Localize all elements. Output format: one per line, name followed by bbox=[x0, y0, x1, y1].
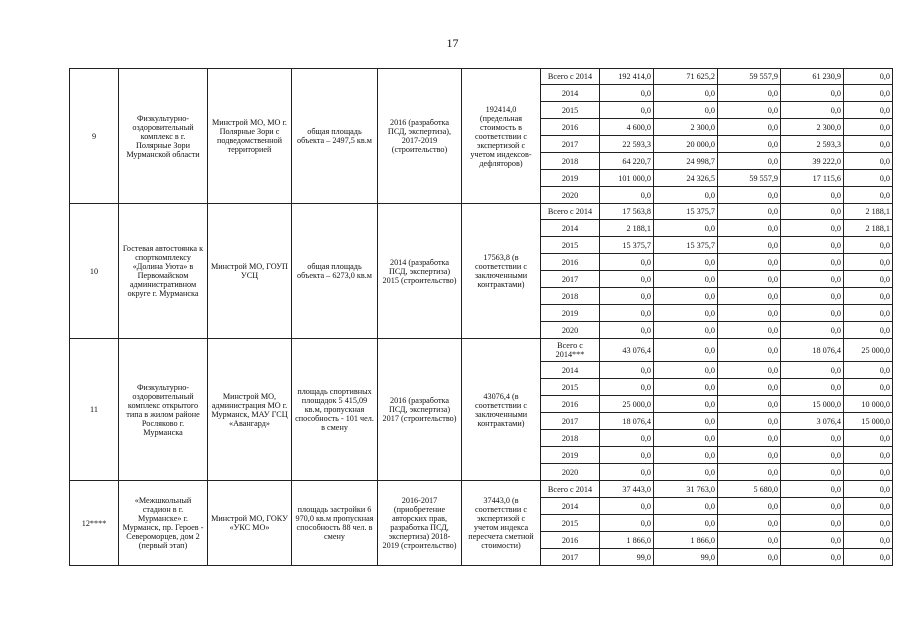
amount-cell: 0,0 bbox=[781, 498, 844, 515]
amount-cell: 0,0 bbox=[844, 288, 893, 305]
amount-cell: 24 998,7 bbox=[654, 153, 718, 170]
year-cell: 2015 bbox=[541, 237, 600, 254]
project-number: 12**** bbox=[70, 481, 119, 566]
amount-cell: 0,0 bbox=[718, 396, 781, 413]
amount-cell: 61 230,9 bbox=[781, 69, 844, 85]
amount-cell: 0,0 bbox=[844, 481, 893, 498]
amount-cell: 0,0 bbox=[654, 430, 718, 447]
amount-cell: 0,0 bbox=[718, 102, 781, 119]
amount-cell: 0,0 bbox=[718, 379, 781, 396]
amount-cell: 0,0 bbox=[718, 413, 781, 430]
year-cell: 2020 bbox=[541, 322, 600, 339]
amount-cell: 0,0 bbox=[718, 447, 781, 464]
amount-cell: 99,0 bbox=[600, 549, 654, 566]
year-cell: 2015 bbox=[541, 379, 600, 396]
project-name: Гостевая автостоянка к спорткомплексу «Долина Уюта» в Первомайском административном округе г. Мурманска bbox=[119, 204, 208, 339]
amount-cell: 0,0 bbox=[781, 85, 844, 102]
year-cell: 2018 bbox=[541, 288, 600, 305]
amount-cell: 39 222,0 bbox=[781, 153, 844, 170]
amount-cell: 0,0 bbox=[781, 187, 844, 204]
amount-cell: 10 000,0 bbox=[844, 396, 893, 413]
amount-cell: 0,0 bbox=[844, 464, 893, 481]
amount-cell: 0,0 bbox=[654, 379, 718, 396]
year-cell: 2017 bbox=[541, 413, 600, 430]
amount-cell: 0,0 bbox=[654, 187, 718, 204]
amount-cell: 0,0 bbox=[654, 305, 718, 322]
amount-cell: 37 443,0 bbox=[600, 481, 654, 498]
amount-cell: 0,0 bbox=[718, 515, 781, 532]
project-period: 2014 (разработка ПСД, экспертиза) 2015 (строительство) bbox=[378, 204, 462, 339]
amount-cell: 2 188,1 bbox=[844, 204, 893, 220]
amount-cell: 0,0 bbox=[600, 187, 654, 204]
amount-cell: 0,0 bbox=[654, 447, 718, 464]
amount-cell: 0,0 bbox=[718, 322, 781, 339]
amount-cell: 0,0 bbox=[600, 515, 654, 532]
amount-cell: 0,0 bbox=[718, 362, 781, 379]
project-cost: 43076,4 (в соответствии с заключенными контрактами) bbox=[462, 339, 541, 481]
year-cell: 2017 bbox=[541, 271, 600, 288]
amount-cell: 43 076,4 bbox=[600, 339, 654, 362]
investment-table bbox=[69, 68, 893, 566]
amount-cell: 0,0 bbox=[600, 254, 654, 271]
amount-cell: 0,0 bbox=[781, 254, 844, 271]
amount-cell: 0,0 bbox=[600, 362, 654, 379]
project-name: Физкультурно-оздоровительный комплекс открытого типа в жилом районе Росляково г. Мурманска bbox=[119, 339, 208, 481]
year-cell: Всего с 2014*** bbox=[541, 339, 600, 362]
amount-cell: 0,0 bbox=[654, 85, 718, 102]
year-cell: Всего с 2014 bbox=[541, 69, 600, 85]
amount-cell: 0,0 bbox=[718, 136, 781, 153]
amount-cell: 20 000,0 bbox=[654, 136, 718, 153]
amount-cell: 0,0 bbox=[654, 322, 718, 339]
amount-cell: 0,0 bbox=[654, 515, 718, 532]
amount-cell: 0,0 bbox=[781, 271, 844, 288]
project-cost: 37443,0 (в соответствии с экспертизой с учетом индекса пересчета сметной стоимости) bbox=[462, 481, 541, 566]
amount-cell: 2 300,0 bbox=[781, 119, 844, 136]
amount-cell: 0,0 bbox=[844, 447, 893, 464]
amount-cell: 0,0 bbox=[718, 119, 781, 136]
amount-cell: 0,0 bbox=[844, 170, 893, 187]
amount-cell: 0,0 bbox=[781, 237, 844, 254]
amount-cell: 0,0 bbox=[718, 288, 781, 305]
amount-cell: 0,0 bbox=[600, 288, 654, 305]
amount-cell: 0,0 bbox=[600, 430, 654, 447]
year-cell: Всего с 2014 bbox=[541, 204, 600, 220]
amount-cell: 0,0 bbox=[781, 481, 844, 498]
amount-cell: 0,0 bbox=[781, 447, 844, 464]
amount-cell: 0,0 bbox=[600, 379, 654, 396]
amount-cell: 0,0 bbox=[844, 69, 893, 85]
year-cell: 2016 bbox=[541, 254, 600, 271]
amount-cell: 3 076,4 bbox=[781, 413, 844, 430]
amount-cell: 1 866,0 bbox=[654, 532, 718, 549]
year-cell: 2019 bbox=[541, 305, 600, 322]
project-period: 2016 (разработка ПСД, экспертиза), 2017-2019 (строительство) bbox=[378, 69, 462, 204]
amount-cell: 0,0 bbox=[654, 102, 718, 119]
table-row bbox=[70, 339, 893, 362]
amount-cell: 0,0 bbox=[654, 220, 718, 237]
amount-cell: 0,0 bbox=[600, 447, 654, 464]
amount-cell: 0,0 bbox=[718, 85, 781, 102]
project-cost: 17563,8 (в соответствии с заключенными контрактами) bbox=[462, 204, 541, 339]
amount-cell: 0,0 bbox=[844, 153, 893, 170]
amount-cell: 0,0 bbox=[718, 204, 781, 220]
amount-cell: 18 076,4 bbox=[781, 339, 844, 362]
amount-cell: 0,0 bbox=[844, 102, 893, 119]
project-customer: Минстрой МО, ГОУП УСЦ bbox=[208, 204, 292, 339]
project-customer: Минстрой МО, ГОКУ «УКС МО» bbox=[208, 481, 292, 566]
amount-cell: 0,0 bbox=[781, 430, 844, 447]
amount-cell: 0,0 bbox=[718, 430, 781, 447]
amount-cell: 0,0 bbox=[718, 464, 781, 481]
amount-cell: 0,0 bbox=[781, 220, 844, 237]
project-cost: 192414,0 (предельная стоимость в соответствии с экспертизой с учетом индексов-дефляторов) bbox=[462, 69, 541, 204]
year-cell: 2014 bbox=[541, 85, 600, 102]
amount-cell: 0,0 bbox=[718, 549, 781, 566]
amount-cell: 18 076,4 bbox=[600, 413, 654, 430]
amount-cell: 0,0 bbox=[844, 254, 893, 271]
table-row bbox=[70, 204, 893, 220]
page-number: 17 bbox=[446, 36, 459, 50]
year-cell: 2017 bbox=[541, 549, 600, 566]
project-capacity: общая площадь объекта – 6273,0 кв.м bbox=[292, 204, 378, 339]
project-capacity: площадь застройки 6 970,0 кв.м пропускная способность 88 чел. в смену bbox=[292, 481, 378, 566]
year-cell: 2014 bbox=[541, 362, 600, 379]
project-number: 11 bbox=[70, 339, 119, 481]
amount-cell: 31 763,0 bbox=[654, 481, 718, 498]
amount-cell: 2 300,0 bbox=[654, 119, 718, 136]
amount-cell: 0,0 bbox=[600, 464, 654, 481]
amount-cell: 0,0 bbox=[718, 305, 781, 322]
year-cell: 2015 bbox=[541, 515, 600, 532]
amount-cell: 0,0 bbox=[844, 237, 893, 254]
amount-cell: 0,0 bbox=[654, 271, 718, 288]
amount-cell: 15 375,7 bbox=[654, 204, 718, 220]
year-cell: 2019 bbox=[541, 447, 600, 464]
amount-cell: 0,0 bbox=[844, 549, 893, 566]
amount-cell: 0,0 bbox=[654, 254, 718, 271]
amount-cell: 2 593,3 bbox=[781, 136, 844, 153]
amount-cell: 2 188,1 bbox=[844, 220, 893, 237]
year-cell: 2014 bbox=[541, 498, 600, 515]
amount-cell: 0,0 bbox=[844, 379, 893, 396]
amount-cell: 192 414,0 bbox=[600, 69, 654, 85]
year-cell: 2019 bbox=[541, 170, 600, 187]
year-cell: Всего с 2014 bbox=[541, 481, 600, 498]
amount-cell: 0,0 bbox=[600, 305, 654, 322]
amount-cell: 24 326,5 bbox=[654, 170, 718, 187]
year-cell: 2017 bbox=[541, 136, 600, 153]
amount-cell: 0,0 bbox=[781, 322, 844, 339]
amount-cell: 0,0 bbox=[654, 288, 718, 305]
project-customer: Минстрой МО, администрация МО г. Мурманск, МАУ ГСЦ «Авангард» bbox=[208, 339, 292, 481]
amount-cell: 0,0 bbox=[718, 237, 781, 254]
amount-cell: 4 600,0 bbox=[600, 119, 654, 136]
amount-cell: 0,0 bbox=[718, 187, 781, 204]
amount-cell: 25 000,0 bbox=[844, 339, 893, 362]
amount-cell: 22 593,3 bbox=[600, 136, 654, 153]
amount-cell: 0,0 bbox=[718, 254, 781, 271]
amount-cell: 0,0 bbox=[844, 85, 893, 102]
project-capacity: общая площадь объекта – 2497,5 кв.м bbox=[292, 69, 378, 204]
amount-cell: 0,0 bbox=[781, 515, 844, 532]
amount-cell: 0,0 bbox=[654, 339, 718, 362]
amount-cell: 0,0 bbox=[600, 271, 654, 288]
year-cell: 2016 bbox=[541, 396, 600, 413]
amount-cell: 0,0 bbox=[844, 515, 893, 532]
amount-cell: 0,0 bbox=[654, 362, 718, 379]
amount-cell: 0,0 bbox=[844, 430, 893, 447]
amount-cell: 0,0 bbox=[844, 187, 893, 204]
amount-cell: 0,0 bbox=[654, 498, 718, 515]
year-cell: 2016 bbox=[541, 532, 600, 549]
year-cell: 2020 bbox=[541, 464, 600, 481]
table-row bbox=[70, 481, 893, 498]
amount-cell: 59 557,9 bbox=[718, 170, 781, 187]
amount-cell: 99,0 bbox=[654, 549, 718, 566]
project-name: «Межшкольный стадион в г. Мурманске» г. Мурманск, пр. Героев - Североморцев, дом 2 (первый этап) bbox=[119, 481, 208, 566]
amount-cell: 0,0 bbox=[844, 532, 893, 549]
project-capacity: площадь спортивных площадок 5 415,09 кв.м, пропускная способность - 101 чел. в смену bbox=[292, 339, 378, 481]
project-name: Физкультурно-оздоровительный комплекс в г. Полярные Зори Мурманской области bbox=[119, 69, 208, 204]
amount-cell: 0,0 bbox=[600, 102, 654, 119]
amount-cell: 2 188,1 bbox=[600, 220, 654, 237]
amount-cell: 0,0 bbox=[600, 85, 654, 102]
amount-cell: 0,0 bbox=[654, 413, 718, 430]
amount-cell: 0,0 bbox=[718, 220, 781, 237]
amount-cell: 17 115,6 bbox=[781, 170, 844, 187]
amount-cell: 0,0 bbox=[718, 153, 781, 170]
year-cell: 2016 bbox=[541, 119, 600, 136]
amount-cell: 0,0 bbox=[844, 498, 893, 515]
amount-cell: 15 375,7 bbox=[600, 237, 654, 254]
amount-cell: 15 375,7 bbox=[654, 237, 718, 254]
amount-cell: 25 000,0 bbox=[600, 396, 654, 413]
amount-cell: 59 557,9 bbox=[718, 69, 781, 85]
amount-cell: 0,0 bbox=[781, 464, 844, 481]
table-row bbox=[70, 69, 893, 85]
year-cell: 2018 bbox=[541, 153, 600, 170]
amount-cell: 0,0 bbox=[654, 396, 718, 413]
amount-cell: 0,0 bbox=[781, 102, 844, 119]
project-number: 10 bbox=[70, 204, 119, 339]
project-customer: Минстрой МО, МО г. Полярные Зори с подведомственной территорией bbox=[208, 69, 292, 204]
amount-cell: 17 563,8 bbox=[600, 204, 654, 220]
amount-cell: 0,0 bbox=[844, 136, 893, 153]
amount-cell: 0,0 bbox=[718, 271, 781, 288]
amount-cell: 1 866,0 bbox=[600, 532, 654, 549]
amount-cell: 0,0 bbox=[844, 305, 893, 322]
year-cell: 2014 bbox=[541, 220, 600, 237]
year-cell: 2015 bbox=[541, 102, 600, 119]
amount-cell: 0,0 bbox=[844, 271, 893, 288]
amount-cell: 15 000,0 bbox=[781, 396, 844, 413]
year-cell: 2018 bbox=[541, 430, 600, 447]
amount-cell: 0,0 bbox=[600, 498, 654, 515]
amount-cell: 0,0 bbox=[718, 532, 781, 549]
amount-cell: 0,0 bbox=[781, 379, 844, 396]
amount-cell: 0,0 bbox=[781, 362, 844, 379]
project-period: 2016-2017 (приобретение авторских прав, разработка ПСД, экспертиза) 2018-2019 (строительство) bbox=[378, 481, 462, 566]
amount-cell: 0,0 bbox=[844, 119, 893, 136]
amount-cell: 101 000,0 bbox=[600, 170, 654, 187]
amount-cell: 0,0 bbox=[781, 532, 844, 549]
amount-cell: 0,0 bbox=[781, 305, 844, 322]
amount-cell: 0,0 bbox=[781, 549, 844, 566]
project-period: 2016 (разработка ПСД, экспертиза) 2017 (строительство) bbox=[378, 339, 462, 481]
amount-cell: 0,0 bbox=[600, 322, 654, 339]
project-number: 9 bbox=[70, 69, 119, 204]
year-cell: 2020 bbox=[541, 187, 600, 204]
amount-cell: 0,0 bbox=[718, 498, 781, 515]
amount-cell: 0,0 bbox=[781, 204, 844, 220]
amount-cell: 0,0 bbox=[654, 464, 718, 481]
amount-cell: 0,0 bbox=[781, 288, 844, 305]
amount-cell: 15 000,0 bbox=[844, 413, 893, 430]
amount-cell: 0,0 bbox=[718, 339, 781, 362]
amount-cell: 5 680,0 bbox=[718, 481, 781, 498]
amount-cell: 0,0 bbox=[844, 362, 893, 379]
amount-cell: 0,0 bbox=[844, 322, 893, 339]
amount-cell: 71 625,2 bbox=[654, 69, 718, 85]
amount-cell: 64 220,7 bbox=[600, 153, 654, 170]
